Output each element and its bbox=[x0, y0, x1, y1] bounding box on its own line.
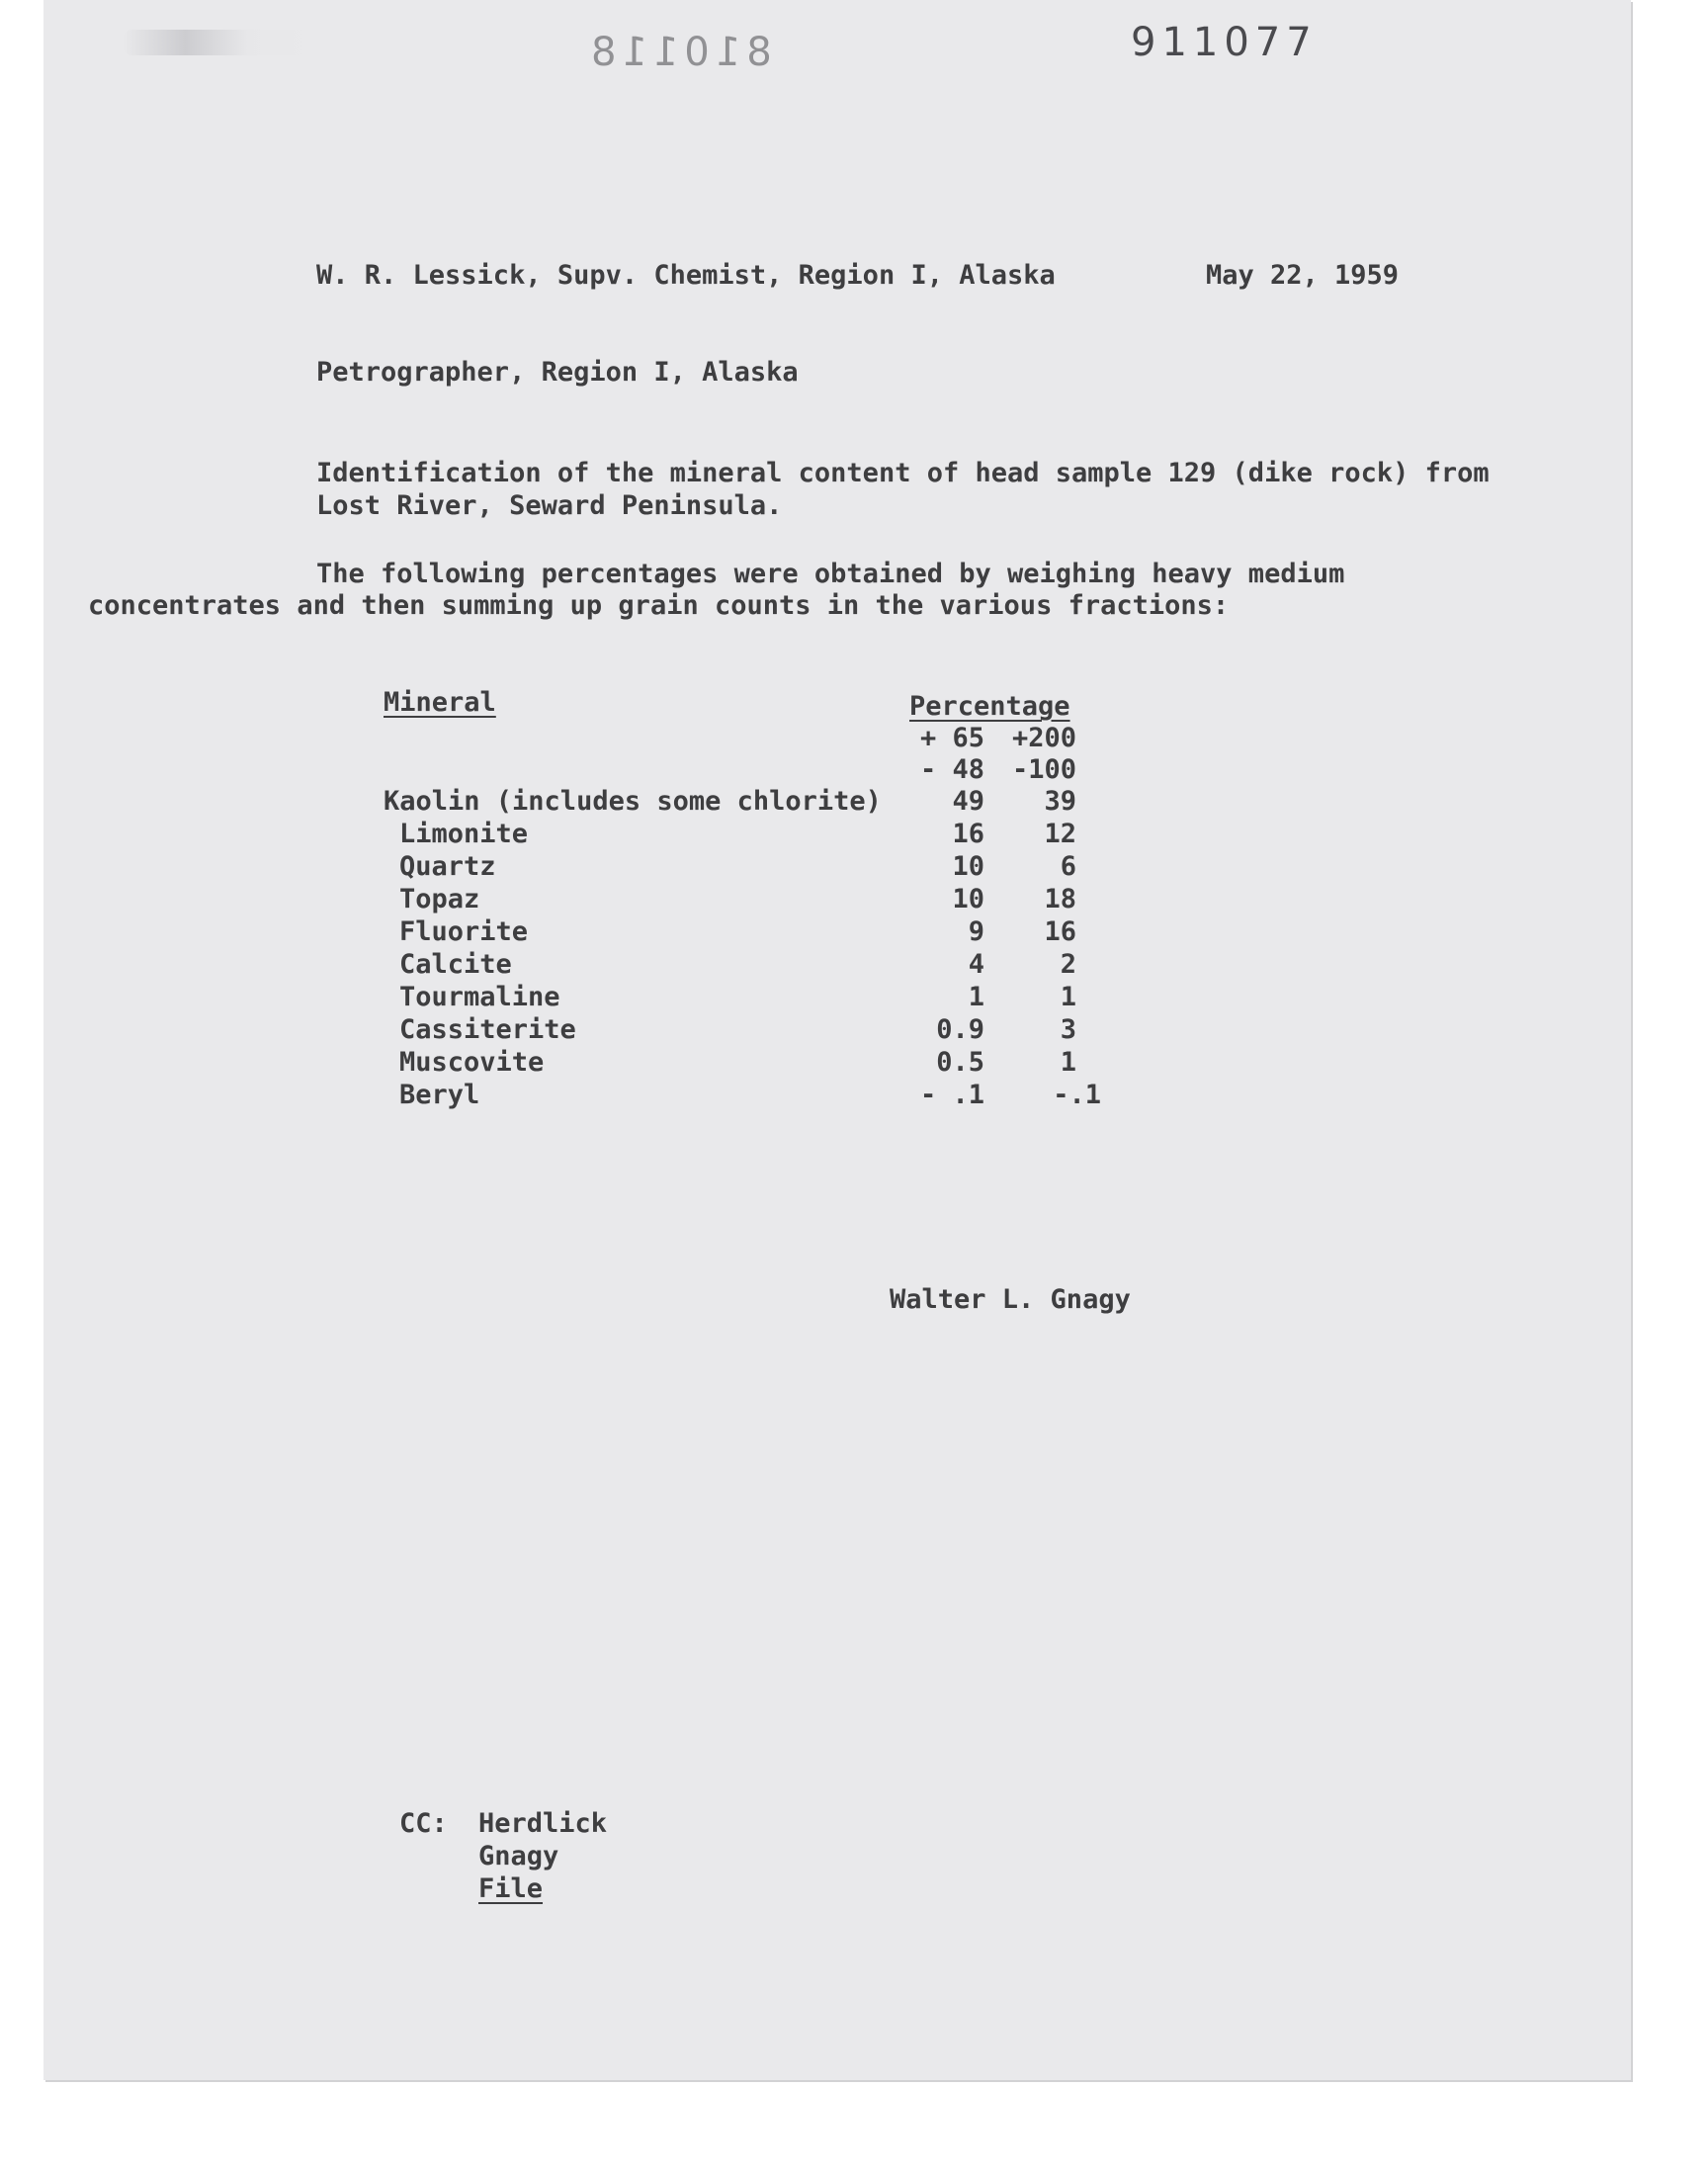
document-page bbox=[43, 0, 1631, 2080]
table-row-value-plus200: 39 bbox=[1044, 786, 1076, 817]
table-row-mineral: Kaolin (includes some chlorite) bbox=[384, 786, 882, 817]
percentage-column-header: Percentage bbox=[909, 691, 1070, 722]
stamp-number-mirrored: 810118 bbox=[585, 30, 772, 75]
signature-name: Walter L. Gnagy bbox=[890, 1284, 1131, 1315]
subject-line-2: Lost River, Seward Peninsula. bbox=[316, 490, 783, 521]
to-line: Petrographer, Region I, Alaska bbox=[316, 357, 799, 388]
fraction-col2-bottom: -100 bbox=[1011, 754, 1076, 785]
body-line-1: The following percentages were obtained by weighing heavy medium bbox=[316, 559, 1345, 589]
table-row-value-plus65: 49 bbox=[952, 786, 984, 817]
fraction-col1-bottom: - 48 bbox=[919, 754, 984, 785]
table-row-value-plus200: 12 bbox=[1044, 819, 1076, 849]
fraction-col2-top: +200 bbox=[1011, 723, 1076, 753]
table-row-value-plus65: 9 bbox=[968, 916, 984, 947]
table-row-mineral: Fluorite bbox=[399, 916, 529, 947]
mineral-column-header: Mineral bbox=[384, 687, 496, 718]
body-line-2: concentrates and then summing up grain counts in the various fractions: bbox=[88, 590, 1230, 621]
table-row-value-plus200: 2 bbox=[1060, 949, 1076, 980]
table-row-value-plus200: 3 bbox=[1060, 1014, 1076, 1045]
table-row-value-plus200: 16 bbox=[1044, 916, 1076, 947]
table-row-mineral: Beryl bbox=[399, 1080, 480, 1110]
stamp-number: 911077 bbox=[1131, 20, 1318, 65]
subject-line-1: Identification of the mineral content of head sample 129 (dike rock) from bbox=[316, 458, 1490, 488]
table-row-value-plus65: 0.5 bbox=[936, 1047, 984, 1078]
from-line: W. R. Lessick, Supv. Chemist, Region I, Alaska bbox=[316, 260, 1056, 291]
date-line: May 22, 1959 bbox=[1206, 260, 1400, 291]
table-row-mineral: Topaz bbox=[399, 884, 480, 914]
table-row-mineral: Quartz bbox=[399, 851, 496, 882]
table-row-mineral: Cassiterite bbox=[399, 1014, 576, 1045]
table-row-value-plus65: 0.9 bbox=[936, 1014, 984, 1045]
table-row-value-plus65: - .1 bbox=[919, 1080, 984, 1110]
cc-name-3: File bbox=[478, 1873, 544, 1904]
table-row-value-plus200: 1 bbox=[1060, 1047, 1076, 1078]
cc-name-1: Herdlick bbox=[478, 1808, 608, 1839]
table-row-mineral: Tourmaline bbox=[399, 982, 560, 1012]
fraction-col1-top: + 65 bbox=[919, 723, 984, 753]
table-row-value-plus65: 1 bbox=[968, 982, 984, 1012]
cc-label: CC: bbox=[399, 1808, 448, 1839]
table-row-value-plus65: 16 bbox=[952, 819, 984, 849]
table-row-mineral: Calcite bbox=[399, 949, 512, 980]
table-row-value-plus200: -.1 bbox=[1053, 1080, 1101, 1110]
cc-name-2: Gnagy bbox=[478, 1841, 559, 1871]
table-row-value-plus200: 1 bbox=[1060, 982, 1076, 1012]
corner-smudge bbox=[123, 30, 310, 55]
table-row-value-plus200: 6 bbox=[1060, 851, 1076, 882]
table-row-value-plus65: 4 bbox=[968, 949, 984, 980]
table-row-value-plus200: 18 bbox=[1044, 884, 1076, 914]
table-row-value-plus65: 10 bbox=[952, 851, 984, 882]
table-row-value-plus65: 10 bbox=[952, 884, 984, 914]
table-row-mineral: Muscovite bbox=[399, 1047, 545, 1078]
table-row-mineral: Limonite bbox=[399, 819, 529, 849]
